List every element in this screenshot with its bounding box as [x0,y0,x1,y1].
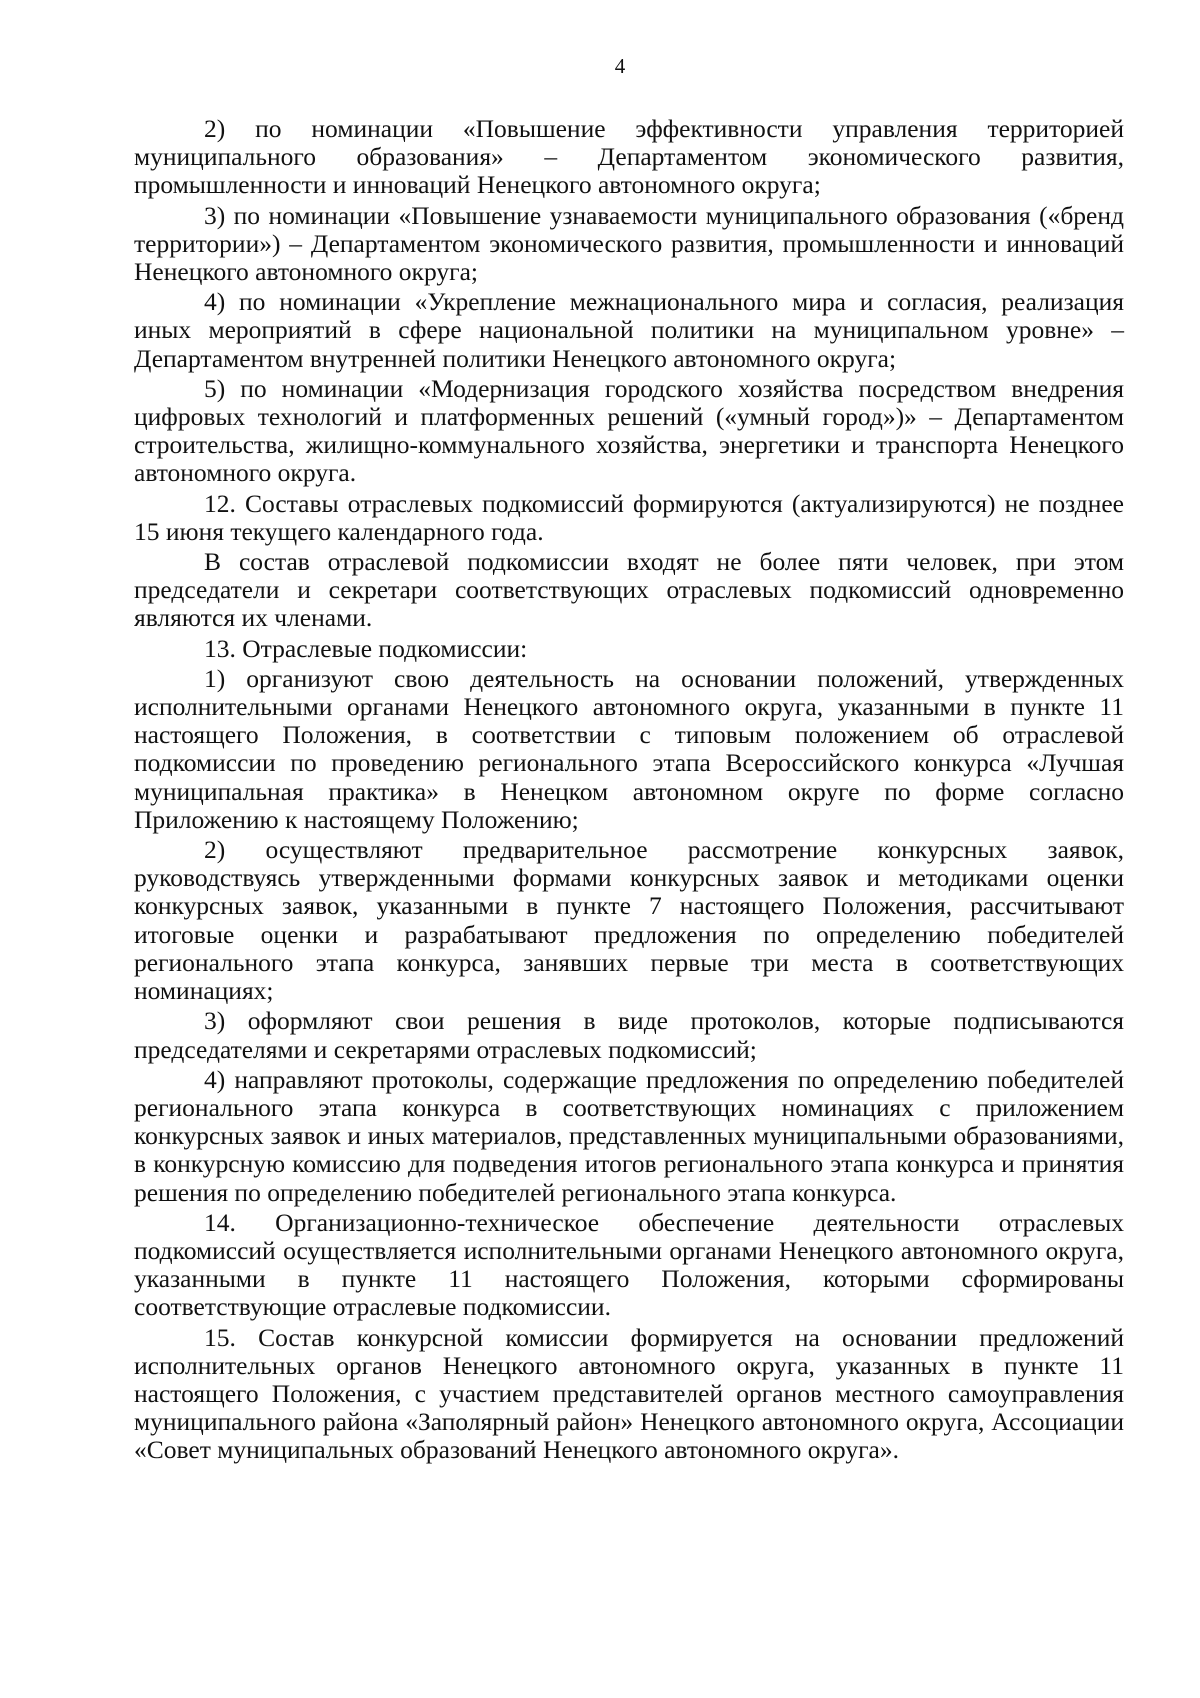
paragraph-nomination-4: 4) по номинации «Укрепление межнационального мира и согласия, реализация иных мероприятий в сфере национальной политики на муниципальном уровне» – Департаментом внутренней политики Ненецкого автономного округа; [134,287,1124,373]
paragraph-item-13-2: 2) осуществляют предварительное рассмотрение конкурсных заявок, руководствуясь утвержденными формами конкурсных заявок и методиками оценки конкурсных заявок, указанными в пункте 7 настоящего Положения, рассчитывают итоговые оценки и разрабатывают предложения по определению победителей регионального этапа конкурса, занявших первые три места в соответствующих номинациях; [134,835,1124,1006]
paragraph-subcommission-composition: В состав отраслевой подкомиссии входят не более пяти человек, при этом председатели и секретари соответствующих отраслевых подкомиссий одновременно являются их членами. [134,547,1124,633]
paragraph-nomination-2: 2) по номинации «Повышение эффективности управления территорией муниципального образования» – Департаментом экономического развития, промышленности и инноваций Ненецкого автономного округа; [134,114,1124,200]
paragraph-item-12: 12. Составы отраслевых подкомиссий формируются (актуализируются) не позднее 15 июня текущего календарного года. [134,488,1124,546]
paragraph-nomination-3: 3) по номинации «Повышение узнаваемости муниципального образования («бренд территории») – Департаментом экономического развития, промышленности и инноваций Ненецкого автономного округа; [134,200,1124,287]
paragraph-item-13-heading: 13. Отраслевые подкомиссии: [204,633,528,663]
paragraph-item-13-1: 1) организуют свою деятельность на основании положений, утвержденных исполнительными органами Ненецкого автономного округа, указанными в пункте 11 настоящего Положения, в соответствии с типовым положением об отраслевой подкомиссии по проведению регионального этапа Всероссийского конкурса «Лучшая муниципальная практика» в Ненецком автономном округе по форме согласно Приложению к настоящему Положению; [134,663,1124,834]
paragraph-item-13-3: 3) оформляют свои решения в виде протоколов, которые подписываются председателями и секретарями отраслевых подкомиссий; [134,1006,1124,1064]
page-number: 4 [614,54,626,78]
paragraph-nomination-5: 5) по номинации «Модернизация городского хозяйства посредством внедрения цифровых технологий и платформенных решений («умный город»)» – Департаментом строительства, жилищно-коммунального хозяйства, энергетики и транспорта Ненецкого автономного округа. [134,373,1124,488]
paragraph-item-13-4: 4) направляют протоколы, содержащие предложения по определению победителей регионального этапа конкурса в соответствующих номинациях с приложением конкурсных заявок и иных материалов, представленных муниципальными образованиями, в конкурсную комиссию для подведения итогов регионального этапа конкурса и принятия решения по определению победителей регионального этапа конкурса. [134,1064,1124,1207]
paragraph-item-14: 14. Организационно-техническое обеспечение деятельности отраслевых подкомиссий осуществляется исполнительными органами Ненецкого автономного округа, указанными в пункте 11 настоящего Положения, которыми сформированы соответствующие отраслевые подкомиссии. [134,1207,1124,1322]
paragraph-item-15: 15. Состав конкурсной комиссии формируется на основании предложений исполнительных органов Ненецкого автономного округа, указанных в пункте 11 настоящего Положения, с участием представителей органов местного самоуправления муниципального района «Заполярный район» Ненецкого автономного округа, Ассоциации «Совет муниципальных образований Ненецкого автономного округа». [134,1322,1124,1465]
document-body [134,115,1124,1465]
